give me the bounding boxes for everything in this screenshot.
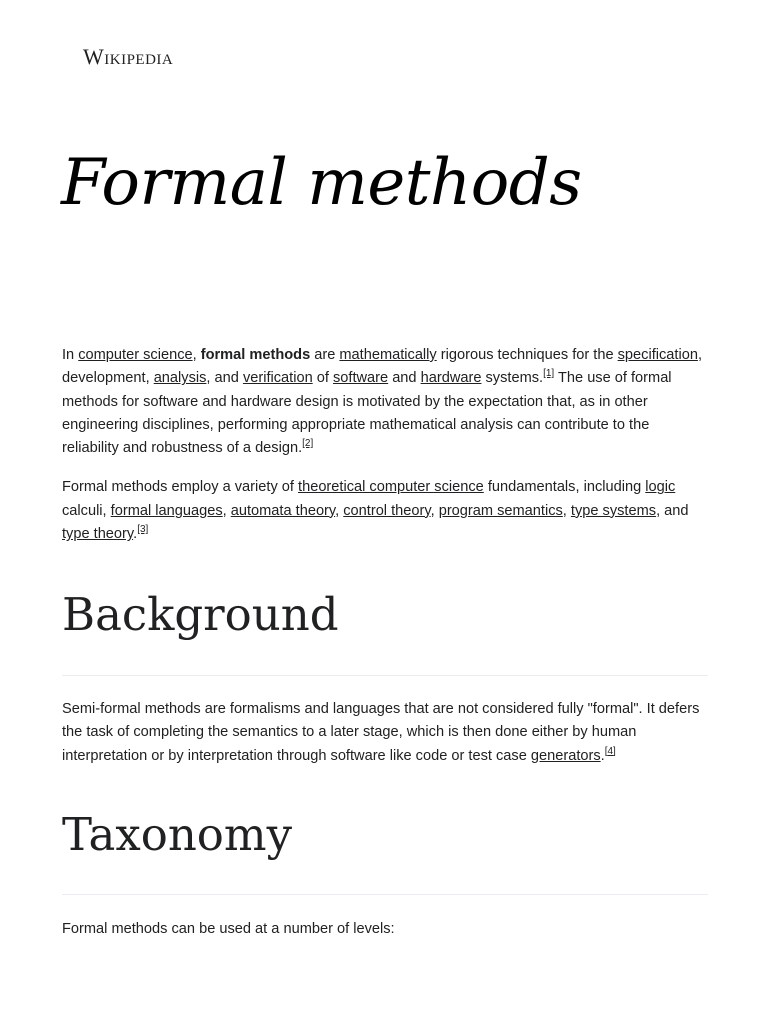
citation-4[interactable]	[605, 746, 616, 757]
background-paragraph	[62, 698, 708, 768]
text: of	[312, 370, 333, 387]
section-heading-taxonomy: Taxonomy	[62, 808, 292, 861]
link-specification[interactable]: specification	[617, 347, 698, 363]
text: calculi,	[62, 502, 111, 519]
intro-paragraph-1	[62, 344, 708, 460]
text: Semi-formal methods are formalisms and languages that are not considered fully "formal". It defers the task of completing the semantics to a later stage, which is then done either by human interpretation or by interpretation through software like code or test case	[62, 701, 700, 764]
section-divider	[62, 894, 708, 895]
citation-link[interactable]: [2]	[302, 438, 314, 450]
text: and	[388, 370, 421, 387]
text: ,	[430, 502, 439, 519]
page-title: Formal methods	[61, 146, 582, 220]
text: ,	[562, 502, 571, 519]
link-computer-science[interactable]: computer science	[78, 347, 193, 363]
article-intro	[62, 344, 708, 562]
text: systems.	[481, 370, 544, 387]
text: are	[310, 347, 340, 363]
text: ,	[192, 347, 201, 363]
link-verification[interactable]: verification	[242, 370, 313, 387]
link-mathematically[interactable]: mathematically	[339, 347, 437, 363]
section-heading-background: Background	[62, 588, 339, 641]
link-analysis[interactable]: analysis	[153, 370, 207, 387]
text: fundamentals, including	[483, 479, 646, 496]
citation-link[interactable]: [3]	[137, 524, 149, 536]
intro-paragraph-2	[62, 476, 708, 546]
link-program-semantics[interactable]: program semantics	[438, 502, 563, 519]
link-automata-theory[interactable]: automata theory	[230, 502, 336, 519]
link-generators[interactable]: generators	[530, 747, 601, 764]
link-control-theory[interactable]: control theory	[343, 502, 431, 519]
citation-2[interactable]	[302, 438, 313, 449]
text: The use of formal methods for software and hardware design is motivated by the expectation that, as in other engineering disciplines, performing appropriate mathematical analysis can contribute to the reliability and robustness of a design.	[62, 370, 672, 457]
wikipedia-logo[interactable]: Wikipedia	[83, 44, 174, 69]
citation-link[interactable]: [4]	[604, 745, 616, 757]
taxonomy-paragraph: Formal methods can be used at a number of levels:	[62, 921, 395, 937]
text: , and	[656, 502, 689, 519]
link-type-theory[interactable]: type theory	[62, 526, 134, 543]
citation-link[interactable]: [1]	[543, 368, 555, 380]
link-hardware[interactable]: hardware	[420, 370, 482, 387]
citation-1[interactable]	[543, 368, 554, 379]
text: ,	[335, 502, 344, 519]
link-formal-languages[interactable]: formal languages	[110, 502, 223, 519]
citation-3[interactable]	[137, 524, 148, 535]
link-theoretical-computer-science[interactable]: theoretical computer science	[298, 479, 484, 496]
text: rigorous techniques for the	[436, 347, 618, 363]
text: .	[133, 526, 138, 543]
text: In	[62, 347, 79, 363]
link-logic[interactable]: logic	[645, 479, 676, 496]
bold-term: formal methods	[200, 347, 311, 363]
section-divider	[62, 675, 708, 676]
text: .	[600, 747, 605, 764]
text: Formal methods employ a variety of	[62, 479, 299, 496]
link-software[interactable]: software	[332, 370, 389, 387]
text: , development,	[62, 347, 702, 387]
text: ,	[222, 502, 231, 519]
link-type-systems[interactable]: type systems	[570, 502, 657, 519]
text: , and	[206, 370, 243, 387]
